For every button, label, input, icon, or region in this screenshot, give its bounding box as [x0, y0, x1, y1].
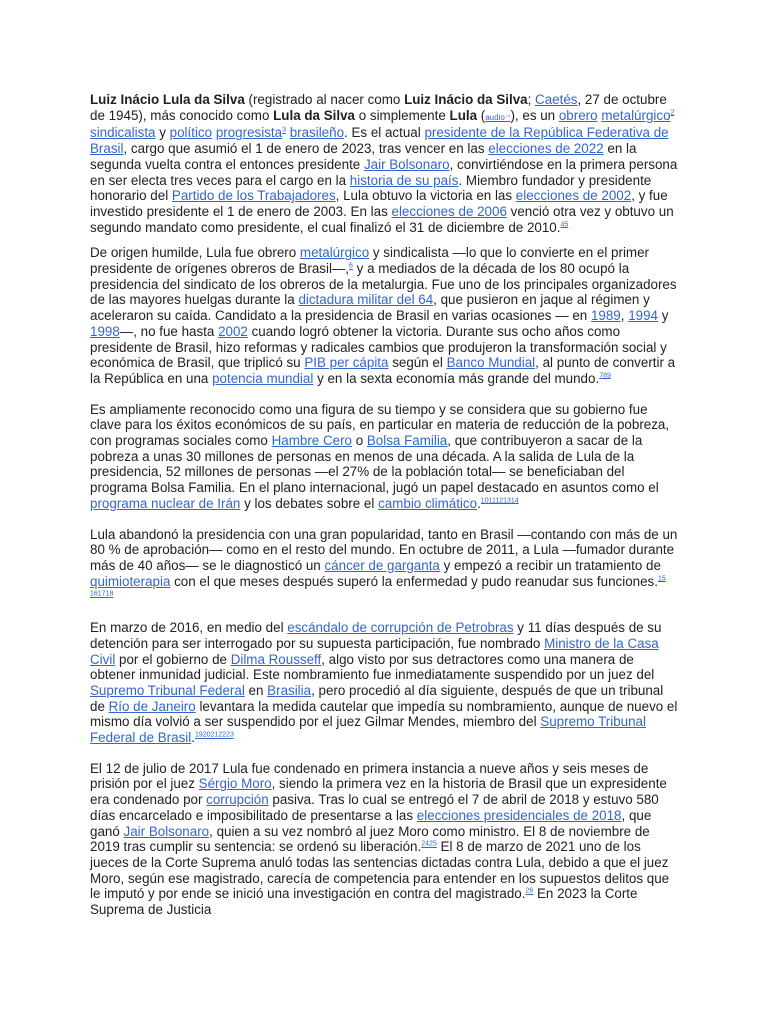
- link-jair-bolsonaro[interactable]: Jair Bolsonaro: [363, 156, 450, 172]
- link-1989[interactable]: 1989: [590, 308, 621, 324]
- paragraph-popularity: Lula abandonó la presidencia con una gran popularidad, tanto en Brasil —contando con más de un 80 % de aprobación— como en el resto del mundo. En octubre de 2011, a Lula —fumador durante más de 40 años— se le diagnosticó un cáncer de garganta y empezó a recibir un tratamiento de quimioterapia con el que meses después superó la enfermedad y pudo reanudar sus funciones.$^{15 161718}$: [90, 526, 678, 598]
- reference-2[interactable]: 2: [670, 109, 675, 117]
- article-body: [90, 92, 680, 928]
- link-historia-pais[interactable]: historia de su país: [349, 172, 459, 188]
- link-programa-nuclear-iran[interactable]: programa nuclear de Irán: [90, 495, 241, 511]
- link-quimioterapia[interactable]: quimioterapia: [90, 573, 171, 589]
- link-pib-per-capita[interactable]: PIB per cápita: [304, 355, 389, 371]
- link-metalurgico[interactable]: metalúrgico: [601, 107, 671, 123]
- paragraph-petrobras: En marzo de 2016, en medio del escándalo de corrupción de Petrobras y 11 días después de su detención para ser interrogado por su supuesta participación, fue nombrado Ministro de la Casa Civil por el gobierno de Dilma Rousseff, algo visto por sus detractores como una manera de obtener inmunidad judicial. Este nombramiento fue inmediatamente suspendido por un juez del Supremo Tribunal Federal en Brasilia, pero procedió al día siguiente, después de que un tribunal de Río de Janeiro levantara la medida cautelar que impedía su nombramiento, aunque de nuevo el mismo día volvió a ser suspendido por el juez Gilmar Mendes, miembro del Supremo Tribunal Federal de Brasil.$^{1920212223}$: [90, 620, 678, 746]
- link-elecciones-2018[interactable]: elecciones presidenciales de 2018: [416, 807, 622, 823]
- link-brasileno[interactable]: brasileño: [289, 125, 345, 141]
- paragraph-origins: De origen humilde, Lula fue obrero metalúrgico y sindicalista —lo que lo convierte en el primer presidente de orígenes obreros de Brasil—,$^6$ y a mediados de la década de los 80 ocupó la presidencia del sindicato de los obreros de la metalurgia. Fue uno de los principales organizadores de las mayores huelgas durante la dictadura militar del 64, que pusieron en jaque al régimen y aceleraron su caída. Candidato a la presidencia de Brasil en varias ocasiones — en 1989, 1994 y 1998—, no fue hasta 2002 cuando logró obtener la victoria. Durante sus ocho años como presidente de Brasil, hizo reformas y radicales cambios que produjeron la transformación social y económica de Brasil, que triplicó su PIB per cápita según el Banco Mundial, al punto de convertir a la República en una potencia mundial y en la sexta economía más grande del mundo.$^{789}$: [90, 245, 677, 386]
- link-obrero[interactable]: obrero: [558, 107, 598, 123]
- link-ministro-casa-civil[interactable]: Ministro de la Casa Civil: [90, 635, 659, 667]
- link-1994[interactable]: 1994: [628, 308, 658, 324]
- link-sindicalista[interactable]: sindicalista: [90, 125, 156, 141]
- link-rio-de-janeiro[interactable]: Río de Janeiro: [108, 698, 196, 714]
- link-supremo-tribunal-federal-brasil[interactable]: Supremo Tribunal Federal de Brasil: [90, 714, 646, 746]
- link-hambre-cero[interactable]: Hambre Cero: [271, 433, 352, 449]
- link-politico[interactable]: político: [169, 125, 213, 141]
- reference-26[interactable]: 26: [525, 887, 534, 895]
- reference-15-18[interactable]: 15 161718: [90, 575, 666, 598]
- link-dilma-rousseff[interactable]: Dilma Rousseff: [230, 651, 322, 667]
- reference-3[interactable]: 3: [282, 126, 286, 134]
- birth-name: Luiz Inácio da Silva: [404, 92, 528, 107]
- link-supremo-tribunal-federal[interactable]: Supremo Tribunal Federal: [90, 682, 245, 698]
- audio-link[interactable]: audio⁻ⁱ: [485, 112, 511, 122]
- link-partido-trabajadores[interactable]: Partido de los Trabajadores: [171, 188, 336, 204]
- link-progresista[interactable]: progresista: [215, 125, 283, 141]
- link-metalurgico-2[interactable]: metalúrgico: [299, 245, 370, 261]
- link-cambio-climatico[interactable]: cambio climático: [378, 495, 478, 511]
- link-brasilia[interactable]: Brasilia: [267, 682, 312, 698]
- link-presidente-brasil[interactable]: presidente de la República Federativa de Brasil: [90, 125, 669, 157]
- link-cancer-garganta[interactable]: cáncer de garganta: [324, 557, 440, 573]
- reference-24-25[interactable]: 2425: [421, 840, 437, 848]
- link-1998[interactable]: 1998: [90, 323, 120, 339]
- link-escandalo-petrobras[interactable]: escándalo de corrupción de Petrobras: [287, 620, 514, 636]
- link-corrupcion[interactable]: corrupción: [206, 792, 269, 808]
- link-banco-mundial[interactable]: Banco Mundial: [446, 355, 536, 371]
- link-2002[interactable]: 2002: [218, 323, 248, 339]
- link-elecciones-2002[interactable]: elecciones de 2002: [515, 188, 632, 204]
- link-sergio-moro[interactable]: Sérgio Moro: [198, 776, 272, 792]
- paragraph-intro: Luiz Inácio Lula da Silva (registrado al nacer como Luiz Inácio da Silva; Caetés, 27 de octubre de 1945), más conocido como Lula da Silva o simplemente Lula (audio⁻ⁱ), es un obrero metalúrgico$^2$ sindicalista y político progresista$^3$ brasileño. Es el actual presidente de la República Federativa de Brasil, cargo que asumió el 1 de enero de 2023, tras vencer en las elecciones de 2022 en la segunda vuelta contra el entonces presidente Jair Bolsonaro, convirtiéndose en la primera persona en ser electa tres veces para el cargo en la historia de su país. Miembro fundador y presidente honorario del Partido de los Trabajadores, Lula obtuvo la victoria en las elecciones de 2002, y fue investido presidente el 1 de enero de 2003. En las elecciones de 2006 venció otra vez y obtuvo un segundo mandato como presidente, el cual finalizó el 31 de diciembre de 2010.45: [90, 92, 678, 235]
- reference-6[interactable]: 6: [349, 262, 353, 270]
- paragraph-conviction: El 12 de julio de 2017 Lula fue condenado en primera instancia a nueve años y seis meses de prisión por el juez Sérgio Moro, siendo la primera vez en la historia de Brasil que un expresidente era condenado por corrupción pasiva. Tras lo cual se entregó el 7 de abril de 2018 y estuvo 580 días encarcelado e imposibilitado de presentarse a las elecciones presidenciales de 2018, que ganó Jair Bolsonaro, quien a su vez nombró al juez Moro como ministro. El 8 de noviembre de 2019 tras cumplir su sentencia: se ordenó su liberación.$^{2425}$ El 8 de marzo de 2021 uno de los jueces de la Corte Suprema anuló todas las sentencias dictadas contra Lula, debido a que el juez Moro, según ese magistrado, carecía de competencia para entender en los supuestos delitos que le imputó y por ende se inició una investigación en contra del magistrado.$^{26}$ En 2023 la Corte Suprema de Justicia: [90, 760, 670, 918]
- link-jair-bolsonaro-2[interactable]: Jair Bolsonaro: [123, 823, 210, 839]
- alias-lula: Lula: [449, 107, 478, 123]
- reference-19-23[interactable]: 1920212223: [194, 731, 234, 739]
- link-potencia-mundial[interactable]: potencia mundial: [212, 370, 314, 386]
- reference-10-14[interactable]: 1011121314: [480, 497, 519, 505]
- link-elecciones-2022[interactable]: elecciones de 2022: [488, 141, 604, 157]
- link-dictadura-militar[interactable]: dictadura militar del 64: [298, 292, 434, 308]
- alias-lula-da-silva: Lula da Silva: [273, 107, 355, 123]
- reference-789[interactable]: 789: [599, 372, 611, 380]
- subject-name: Luiz Inácio Lula da Silva: [90, 92, 245, 107]
- link-bolsa-familia[interactable]: Bolsa Familia: [366, 433, 448, 449]
- reference-45[interactable]: 45: [560, 221, 569, 229]
- paragraph-recognition: Es ampliamente reconocido como una figura de su tiempo y se considera que su gobierno fue clave para los éxitos económicos de su país, en particular en materia de reducción de la pobreza, con programas sociales como Hambre Cero o Bolsa Familia, que contribuyeron a sacar de la pobreza a unas 30 millones de personas en menos de una década. A la salida de Lula de la presidencia, 52 millones de personas —el 27% de la población total— se beneficiaban del programa Bolsa Familia. En el plano internacional, jugó un papel destacado en asuntos como el programa nuclear de Irán y los debates sobre el cambio climático.$^{1011121314}$: [90, 401, 670, 511]
- link-caetes[interactable]: Caetés: [535, 92, 578, 107]
- link-elecciones-2006[interactable]: elecciones de 2006: [391, 203, 507, 219]
